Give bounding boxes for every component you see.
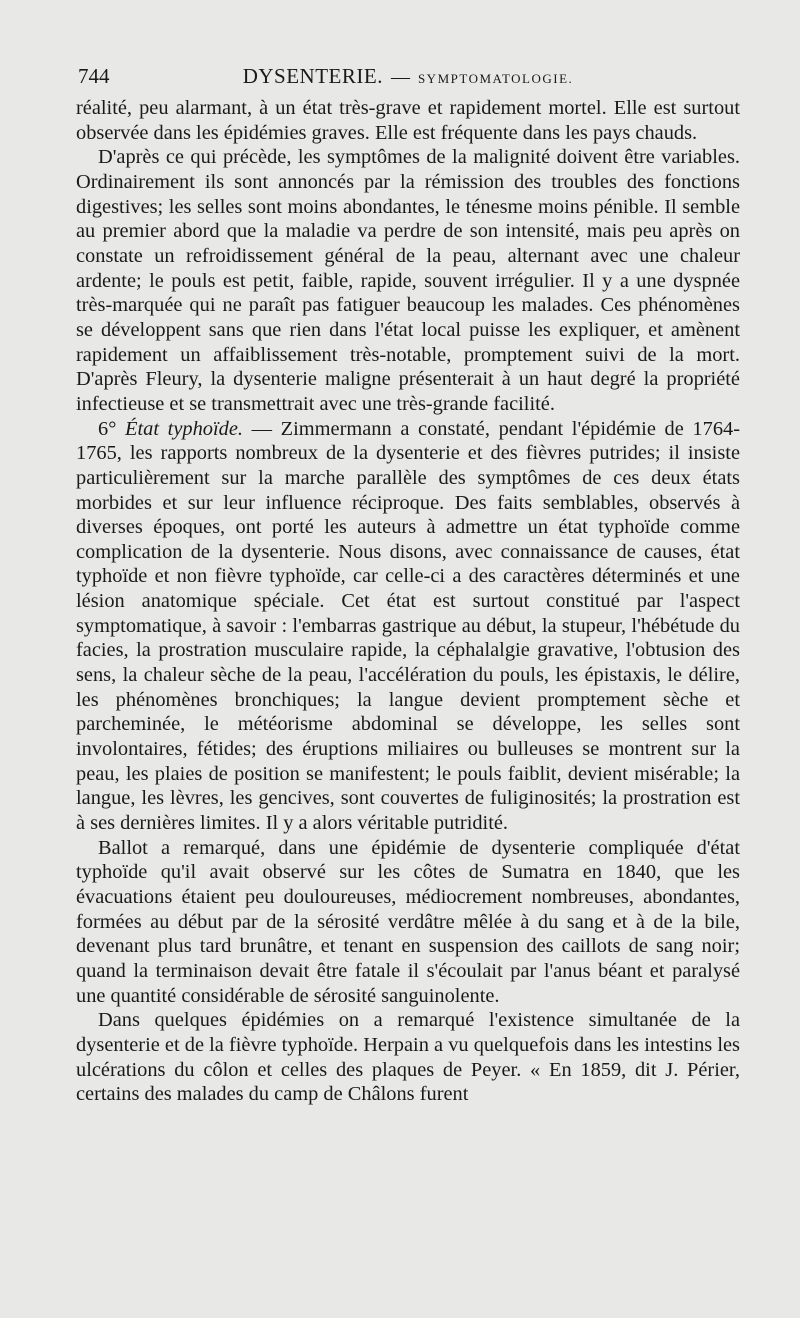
- section-number: 6°: [98, 417, 126, 440]
- paragraph-text: — Zimmermann a constaté, pendant l'épidémie de 1764-1765, les rapports nombreux de la dysenterie et des fièvres putrides; il insiste particulièrement sur la marche parallèle des symptômes de ces deux états morbides et sur leur influence réciproque. Des faits semblables, observés à diverses époques, ont porté les auteurs à admettre un état typhoïde comme complication de la dysenterie. Nous disons, avec connaissance de causes, état typhoïde et non fièvre typhoïde, car celle-ci a des caractères déterminés et une lésion anatomique spéciale. Cet état est surtout constitué par l'aspect symptomatique, à savoir : l'embarras gastrique au début, la stupeur, l'hébétude du facies, la prostration musculaire rapide, la céphalalgie gravative, l'obtusion des sens, la chaleur sèche de la peau, l'accélération du pouls, les épistaxis, le délire, les phénomènes bronchiques; la langue devient promptement sèche et parcheminée, le météorisme abdominal se développe, les selles sont involontaires, fétides; des éruptions miliaires ou bulleuses se montrent sur la peau, les plaies de position se manifestent; le pouls faiblit, devient misérable; la langue, les lèvres, les gencives, sont couvertes de fuliginosités; la prostration est à ses dernières limites. Il y a alors véritable putridité.: [76, 417, 741, 835]
- running-title: DYSENTERIE.: [242, 64, 383, 88]
- body-text: [76, 96, 740, 1107]
- paragraph-text: Ballot a remarqué, dans une épidémie de dysenterie compliquée d'état typhoïde qu'il avait observé sur les côtes de Sumatra en 1840, que les évacuations étaient peu douloureuses, médiocrement nombreuses, abondantes, formées au début par de la sérosité verdâtre mêlée à du sang et à de la bile, devenant plus tard brunâtre, et tenant en suspension des caillots de sang noir; quand la terminaison devait être fatale il s'écoulait par l'anus béant et paralysé une quantité considérable de sérosité sanguinolente.: [76, 836, 740, 1007]
- running-head: [76, 62, 740, 93]
- page-number: 744: [78, 64, 110, 88]
- paragraph-4: [76, 836, 740, 1009]
- header-separator: —: [390, 67, 410, 88]
- paragraph-1: [76, 96, 740, 145]
- paragraph-text: réalité, peu alarmant, à un état très-grave et rapidement mortel. Elle est surtout observée dans les épidémies graves. Elle est fréquente dans les pays chauds.: [76, 97, 740, 144]
- paragraph-5: [76, 1008, 740, 1107]
- paragraph-2: [76, 145, 740, 416]
- running-section: SYMPTOMATOLOGIE.: [417, 71, 574, 86]
- page-header: [76, 62, 740, 90]
- paragraph-text: Dans quelques épidémies on a remarqué l'existence simultanée de la dysenterie et de la fièvre typhoïde. Herpain a vu quelquefois dans les intestins les ulcérations du côlon et celles des plaques de Peyer. « En 1859, dit J. Périer, certains des malades du camp de Châlons furent: [76, 1009, 740, 1106]
- paragraph-3: [76, 417, 740, 836]
- paragraph-text: D'après ce qui précède, les symptômes de la malignité doivent être variables. Ordinairement ils sont annoncés par la rémission des troubles des fonctions digestives; les selles sont moins abondantes, le ténesme moins pénible. Il semble au premier abord que la maladie va perdre de son intensité, mais peu après on constate un refroidissement général de la peau, alternant avec une chaleur ardente; le pouls est petit, faible, rapide, souvent irrégulier. Il y a une dyspnée très-marquée qui ne paraît pas fatiguer beaucoup les malades. Ces phénomènes se développent sans que rien dans l'état local puisse les expliquer, et amènent rapidement un affaiblissement très-notable, promptement suivi de la mort. D'après Fleury, la dysenterie maligne présenterait à un haut degré la propriété infectieuse et se transmettrait avec une très-grande facilité.: [76, 146, 740, 415]
- section-heading: État typhoïde.: [125, 417, 243, 440]
